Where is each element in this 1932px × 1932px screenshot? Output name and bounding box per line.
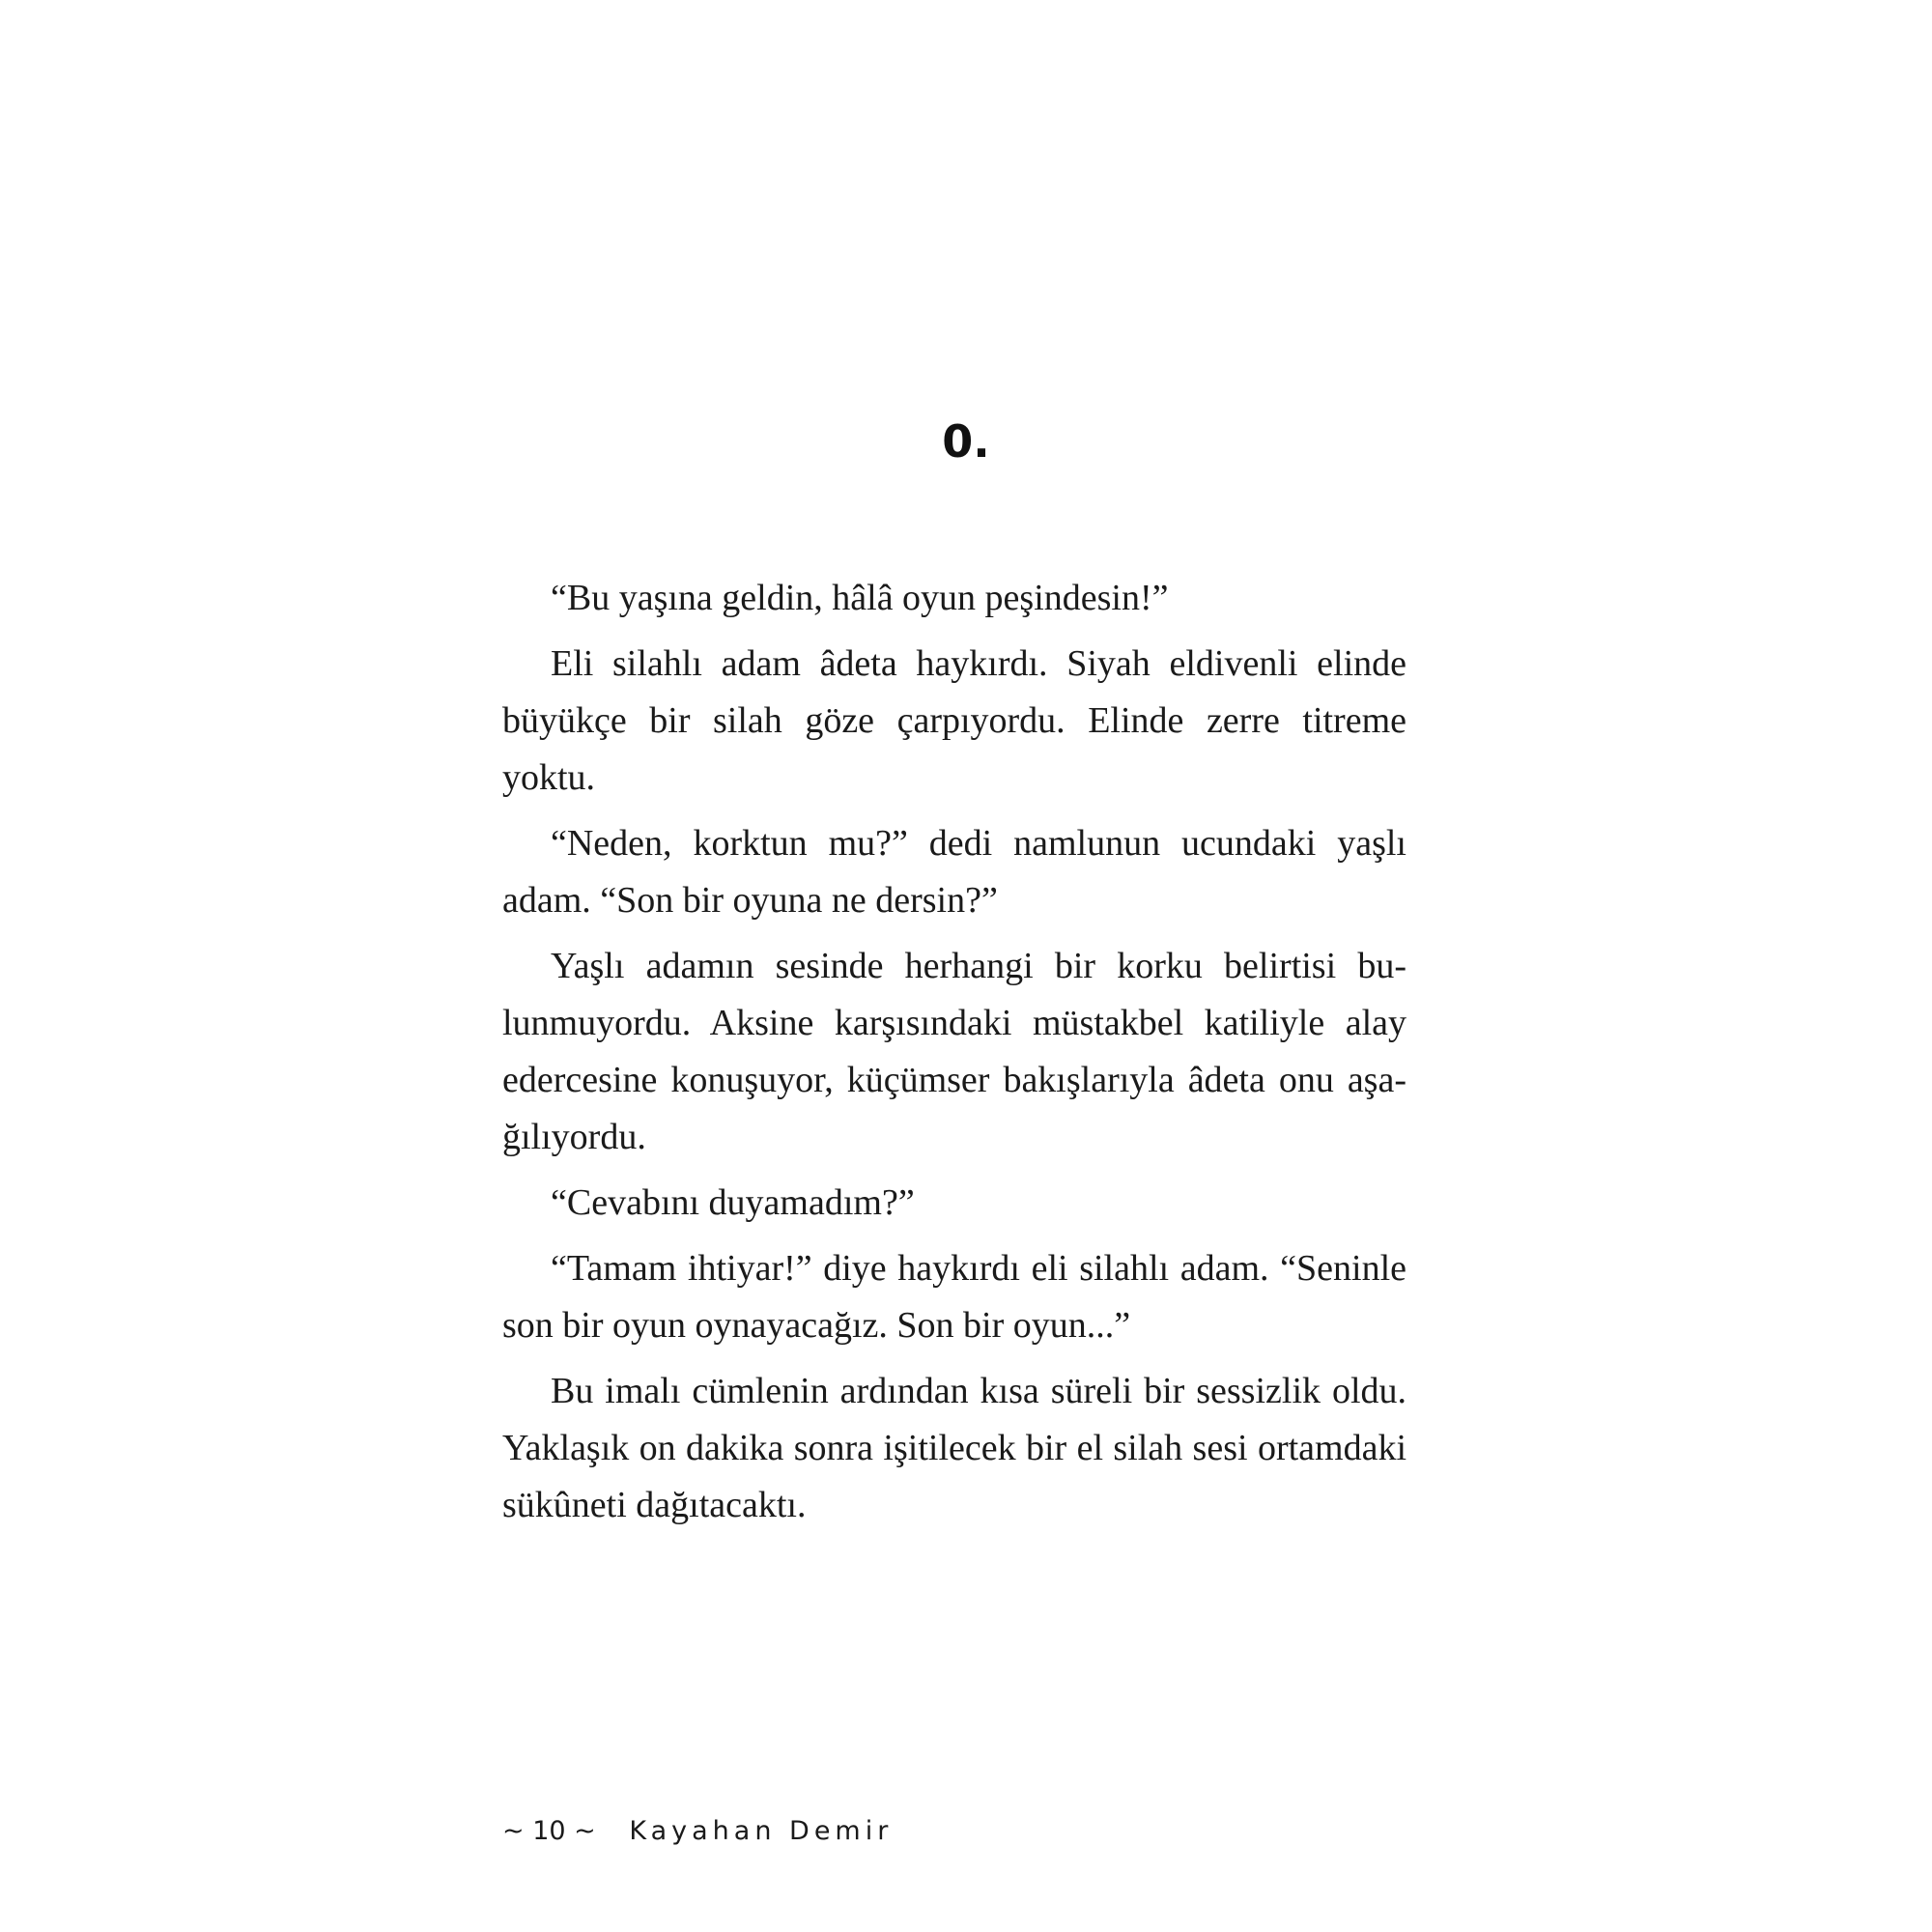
paragraph: “Cevabını duyamadım?” [551, 1182, 915, 1223]
author-name: Kayahan Demir [629, 1816, 894, 1846]
paragraph: “Tamam ihtiyar!” diye haykırdı eli silahlı adam. “Seninle son bir oyun oynayacağız. Son bir oyun...” [502, 1248, 1406, 1346]
chapter-heading: 0. [942, 415, 990, 468]
page-number: ~ 10 ~ [502, 1816, 596, 1846]
paragraph: “Bu yaşına geldin, hâlâ oyun peşindesin!” [551, 578, 1169, 618]
chapter-body [502, 570, 1406, 1543]
paragraph: Yaşlı adamın sesinde herhangi bir korku belirtisi bu-lunmuyordu. Aksine karşısındaki müstakbel katiliyle alay edercesine konuşuyor, küçümser bakışlarıyla âdeta onu aşa-ğılıyordu. [502, 946, 1406, 1157]
paragraph: Eli silahlı adam âdeta haykırdı. Siyah eldivenli elinde büyükçe bir silah göze çarpıyordu. Elinde zerre titreme yoktu. [502, 643, 1406, 798]
paragraph: “Neden, korktun mu?” dedi namlunun ucundaki yaşlı adam. “Son bir oyuna ne dersin?” [502, 823, 1406, 921]
paragraph: Bu imalı cümlenin ardından kısa süreli bir sessizlik oldu. Yaklaşık on dakika sonra işitilecek bir el silah sesi ortamdaki sükûneti dağıtacaktı. [502, 1371, 1406, 1525]
page-footer [502, 1816, 893, 1846]
